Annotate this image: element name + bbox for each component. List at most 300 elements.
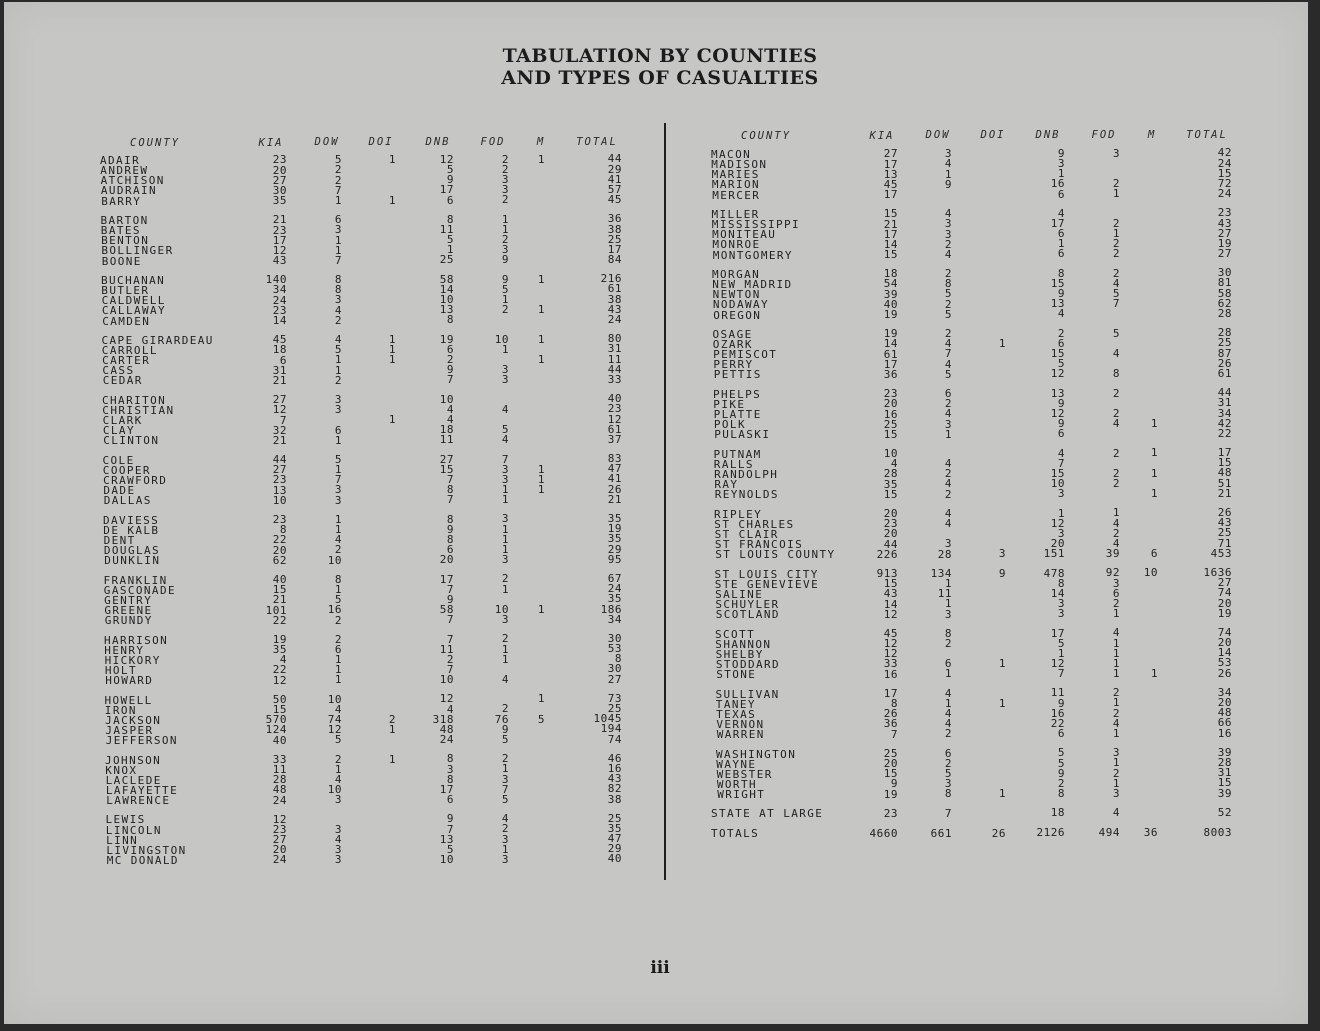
total-cell: 25: [1217, 336, 1232, 350]
total-cell: 84: [607, 252, 622, 266]
dnb-cell: 5: [446, 163, 454, 177]
kia-cell: 28: [272, 773, 287, 787]
county-name: CAPE GIRARDEAU: [101, 333, 214, 347]
total-cell: 27: [1217, 226, 1232, 240]
dow-cell: 4: [334, 773, 342, 787]
fod-cell: 3: [1112, 786, 1120, 800]
m-cell: 1: [537, 462, 545, 476]
kia-cell: 23: [272, 153, 287, 167]
m-cell: 1: [1150, 416, 1158, 430]
state-at-large-dow: 7: [944, 806, 952, 820]
dnb-cell: 7: [446, 613, 454, 627]
kia-cell: 15: [272, 703, 287, 717]
county-name: ST LOUIS CITY: [714, 567, 819, 581]
dnb-cell: 4: [446, 413, 454, 427]
header-m: M: [1147, 128, 1157, 141]
total-cell: 34: [1217, 685, 1232, 699]
total-cell: 23: [1217, 206, 1232, 220]
total-cell: 27: [1217, 576, 1232, 590]
county-name: WEBSTER: [716, 767, 773, 781]
county-name: BATES: [100, 224, 141, 238]
total-cell: 71: [1217, 536, 1232, 550]
kia-cell: 23: [272, 223, 287, 237]
kia-cell: 18: [272, 343, 287, 357]
dnb-cell: 8: [446, 313, 454, 327]
dow-cell: 6: [944, 746, 952, 760]
dow-cell: 4: [944, 457, 952, 471]
fod-cell: 2: [1112, 466, 1120, 480]
kia-cell: 17: [883, 357, 898, 371]
dnb-cell: 58: [439, 603, 454, 617]
kia-cell: 61: [883, 347, 898, 361]
doi-cell: 1: [388, 343, 396, 357]
kia-cell: 14: [883, 337, 898, 351]
dnb-cell: 9: [446, 522, 454, 536]
dnb-cell: 318: [432, 712, 454, 726]
totals-dow: 661: [930, 826, 952, 840]
total-cell: 37: [607, 432, 622, 446]
total-cell: 47: [607, 462, 622, 476]
dow-cell: 4: [944, 686, 952, 700]
dow-cell: 2: [334, 613, 342, 627]
county-name: GREENE: [104, 604, 153, 618]
kia-cell: 34: [272, 283, 287, 297]
kia-cell: 12: [883, 637, 898, 651]
dnb-cell: 7: [446, 822, 454, 836]
fod-cell: 1: [1112, 506, 1120, 520]
dnb-cell: 9: [1057, 417, 1065, 431]
fod-cell: 7: [501, 452, 509, 466]
county-name: CHRISTIAN: [102, 403, 175, 417]
kia-cell: 40: [883, 297, 898, 311]
kia-cell: 14: [883, 597, 898, 611]
county-name: VERNON: [716, 718, 765, 731]
total-cell: 24: [607, 582, 622, 596]
dnb-cell: 6: [1057, 727, 1065, 741]
kia-cell: 19: [883, 787, 898, 801]
m-cell: 1: [537, 352, 545, 366]
dow-cell: 2: [944, 267, 952, 281]
total-cell: 53: [1217, 656, 1232, 670]
county-name: PEMISCOT: [713, 348, 778, 362]
dow-cell: 12: [327, 723, 342, 737]
kia-cell: 12: [272, 403, 287, 417]
county-name: CAMDEN: [102, 314, 151, 328]
dnb-cell: 13: [1050, 386, 1065, 400]
fod-cell: 5: [1112, 286, 1120, 300]
dnb-cell: 4: [1057, 307, 1065, 321]
total-cell: 48: [1217, 706, 1232, 720]
dow-cell: 2: [334, 313, 342, 327]
dnb-cell: 8: [1057, 266, 1065, 280]
kia-cell: 124: [265, 723, 287, 737]
dnb-cell: 5: [1057, 636, 1065, 650]
total-cell: 26: [1217, 666, 1232, 680]
fod-cell: 4: [1112, 536, 1120, 550]
fod-cell: 2: [501, 752, 509, 766]
kia-cell: 24: [272, 853, 287, 867]
total-cell: 51: [1217, 476, 1232, 490]
total-cell: 26: [607, 482, 622, 496]
dow-cell: 1: [334, 433, 342, 447]
dnb-cell: 7: [1057, 667, 1065, 681]
county-name: BARTON: [100, 213, 149, 227]
kia-cell: 11: [272, 763, 287, 777]
dow-cell: 1: [334, 243, 342, 257]
dow-cell: 8: [334, 273, 342, 287]
dnb-cell: 5: [1057, 756, 1065, 770]
dow-cell: 2: [334, 173, 342, 187]
kia-cell: 19: [883, 327, 898, 341]
total-cell: 27: [607, 672, 622, 686]
dow-cell: 8: [944, 626, 952, 640]
totals-county: TOTALS: [711, 827, 760, 841]
dnb-cell: 9: [446, 363, 454, 377]
total-cell: 28: [1217, 756, 1232, 770]
dow-cell: 16: [327, 603, 342, 617]
county-name: GRUNDY: [104, 614, 153, 628]
fod-cell: 2: [1112, 237, 1120, 251]
county-name: CLINTON: [103, 434, 160, 448]
total-cell: 8: [614, 652, 622, 666]
dnb-cell: 7: [446, 632, 454, 646]
fod-cell: 5: [501, 423, 509, 437]
kia-cell: 20: [272, 843, 287, 857]
county-name: NODAWAY: [712, 298, 770, 312]
fod-cell: 7: [1112, 297, 1120, 311]
kia-cell: 50: [272, 692, 287, 706]
fod-cell: 9: [501, 722, 509, 736]
county-name: LEWIS: [105, 813, 146, 827]
dow-cell: 4: [944, 506, 952, 520]
fod-cell: 39: [1105, 547, 1120, 561]
county-name: ANDREW: [100, 164, 149, 178]
total-cell: 1045: [593, 712, 622, 726]
kia-cell: 21: [883, 217, 898, 231]
kia-cell: 21: [272, 213, 287, 227]
county-name: SCOTLAND: [715, 608, 780, 622]
dnb-cell: 8: [446, 212, 454, 226]
dnb-cell: 3: [1057, 607, 1065, 621]
dow-cell: 4: [944, 517, 952, 531]
county-name: HICKORY: [104, 653, 161, 667]
dow-cell: 9: [944, 177, 952, 191]
total-cell: 47: [607, 832, 622, 846]
dow-cell: 3: [334, 223, 342, 237]
kia-cell: 27: [272, 833, 287, 847]
dow-cell: 3: [334, 853, 342, 867]
total-cell: 28: [1217, 326, 1232, 340]
dow-cell: 3: [944, 777, 952, 791]
fod-cell: 2: [1112, 476, 1120, 490]
total-cell: 45: [607, 193, 622, 207]
header-kia: KIA: [258, 136, 284, 149]
dnb-cell: 58: [439, 272, 454, 286]
kia-cell: 23: [272, 513, 287, 527]
dnb-cell: 10: [439, 673, 454, 687]
total-cell: 43: [607, 302, 622, 316]
m-cell: 1: [1150, 466, 1158, 480]
total-cell: 38: [607, 222, 622, 236]
total-cell: 21: [1217, 486, 1232, 500]
fod-cell: 3: [501, 852, 509, 866]
kia-cell: 14: [272, 313, 287, 327]
fod-cell: 2: [501, 303, 509, 317]
county-name: TEXAS: [716, 707, 757, 721]
fod-cell: 76: [494, 712, 509, 726]
m-cell: 10: [1143, 566, 1158, 580]
county-name: MARIES: [711, 168, 760, 182]
kia-cell: 21: [272, 373, 287, 387]
total-cell: 67: [607, 572, 622, 586]
header-fod: FOD: [1091, 128, 1117, 141]
kia-cell: 15: [883, 487, 898, 501]
total-cell: 31: [1217, 766, 1232, 780]
total-cell: 40: [607, 852, 622, 866]
dow-cell: 5: [944, 287, 952, 301]
county-name: JOHNSON: [105, 753, 162, 767]
kia-cell: 16: [883, 667, 898, 681]
county-name: DADE: [103, 484, 136, 498]
kia-cell: 23: [272, 823, 287, 837]
dow-cell: 7: [334, 473, 342, 487]
kia-cell: 23: [883, 517, 898, 531]
dnb-cell: 9: [1057, 146, 1065, 160]
fod-cell: 4: [1112, 346, 1120, 360]
county-name: ST CHARLES: [714, 517, 795, 531]
total-cell: 39: [1217, 786, 1232, 800]
dow-cell: 3: [334, 403, 342, 417]
county-name: STODDARD: [715, 658, 781, 672]
dow-cell: 3: [334, 483, 342, 497]
fod-cell: 10: [494, 602, 509, 616]
county-name: RIPLEY: [714, 507, 763, 521]
fod-cell: 1: [1112, 607, 1120, 621]
county-name: ST LOUIS COUNTY: [715, 548, 836, 562]
dow-cell: 2: [334, 543, 342, 557]
kia-cell: 15: [883, 577, 898, 591]
fod-cell: 8: [1112, 367, 1120, 381]
kia-cell: 13: [883, 167, 898, 181]
header-total: TOTAL: [576, 135, 618, 148]
total-cell: 26: [1217, 356, 1232, 370]
dow-cell: 3: [944, 417, 952, 431]
fod-cell: 9: [501, 272, 509, 286]
dnb-cell: 10: [439, 852, 454, 866]
kia-cell: 15: [883, 247, 898, 261]
fod-cell: 1: [1112, 656, 1120, 670]
state-at-large-kia: 23: [883, 806, 898, 820]
total-cell: 40: [607, 392, 622, 406]
fod-cell: 4: [501, 433, 509, 447]
county-name: WORTH: [716, 777, 758, 791]
kia-cell: 20: [883, 507, 898, 521]
dow-cell: 1: [334, 193, 342, 207]
dow-cell: 4: [334, 833, 342, 847]
kia-cell: 140: [265, 273, 287, 287]
header-county: COUNTY: [741, 130, 791, 142]
kia-cell: 4: [890, 457, 898, 471]
fod-cell: 92: [1105, 566, 1120, 580]
total-cell: 453: [1210, 546, 1232, 560]
kia-cell: 48: [272, 783, 287, 797]
total-cell: 25: [607, 811, 622, 825]
total-cell: 11: [607, 352, 622, 366]
county-name: RALLS: [713, 457, 754, 471]
total-cell: 57: [607, 182, 622, 196]
kia-cell: 23: [272, 303, 287, 317]
kia-cell: 28: [883, 467, 898, 481]
county-name: CASS: [102, 364, 135, 378]
fod-cell: 1: [1112, 646, 1120, 660]
county-name: MC DONALD: [106, 854, 179, 868]
total-cell: 24: [1217, 187, 1232, 201]
dow-cell: 4: [944, 207, 952, 221]
doi-cell: 1: [388, 193, 396, 207]
totals-m: 36: [1143, 826, 1158, 840]
county-name: KNOX: [105, 763, 138, 777]
total-cell: 15: [1217, 776, 1232, 790]
dnb-cell: 19: [439, 332, 454, 346]
county-name: JASPER: [105, 724, 154, 737]
county-name: LINCOLN: [105, 823, 162, 837]
county-name: LAWRENCE: [106, 794, 171, 808]
dnb-cell: 17: [439, 782, 454, 796]
county-name: RAY: [714, 478, 739, 492]
fod-cell: 1: [501, 212, 509, 226]
county-name: TANEY: [715, 697, 756, 711]
total-cell: 12: [607, 412, 622, 426]
total-cell: 48: [1217, 466, 1232, 480]
fod-cell: 3: [501, 243, 509, 257]
fod-cell: 3: [501, 373, 509, 387]
dow-cell: 1: [944, 577, 952, 591]
dnb-cell: 7: [446, 472, 454, 486]
fod-cell: 2: [1112, 266, 1120, 280]
county-name: LAFAYETTE: [105, 783, 179, 797]
county-name: LACLEDE: [105, 773, 162, 787]
total-cell: 43: [1217, 516, 1232, 530]
county-name: DAVIESS: [103, 513, 160, 527]
kia-cell: 40: [272, 733, 287, 747]
total-cell: 41: [607, 172, 622, 186]
column-divider: [664, 123, 666, 880]
fod-cell: 2: [1112, 386, 1120, 400]
total-cell: 80: [607, 332, 622, 346]
dow-cell: 4: [944, 717, 952, 731]
dow-cell: 5: [944, 367, 952, 381]
kia-cell: 35: [272, 643, 287, 657]
dnb-cell: 7: [446, 373, 454, 387]
dnb-cell: 12: [1050, 367, 1065, 381]
total-cell: 29: [607, 842, 622, 856]
county-name: STE GENEVIEVE: [714, 577, 820, 591]
fod-cell: 2: [1112, 596, 1120, 610]
kia-cell: 44: [883, 537, 898, 551]
kia-cell: 27: [272, 393, 287, 407]
kia-cell: 9: [890, 777, 898, 791]
state-at-large-total: 52: [1217, 805, 1232, 819]
kia-cell: 22: [272, 663, 287, 677]
total-cell: 14: [1217, 646, 1232, 660]
total-cell: 81: [1217, 276, 1232, 290]
dow-cell: 4: [944, 337, 952, 351]
county-name: PUTNAM: [713, 447, 762, 461]
fod-cell: 5: [1112, 326, 1120, 340]
kia-cell: 12: [883, 647, 898, 661]
dnb-cell: 8: [1057, 576, 1065, 590]
header-dnb: DNB: [425, 136, 451, 149]
total-cell: 61: [607, 282, 622, 296]
dow-cell: 6: [334, 643, 342, 657]
state-at-large-dnb: 18: [1050, 806, 1065, 820]
dnb-cell: 1: [1057, 237, 1065, 251]
kia-cell: 27: [883, 147, 898, 161]
total-cell: 16: [1217, 726, 1232, 740]
total-cell: 38: [607, 792, 622, 806]
dnb-cell: 12: [439, 152, 454, 166]
kia-cell: 54: [883, 277, 898, 291]
dow-cell: 2: [334, 632, 342, 646]
dnb-cell: 13: [1050, 297, 1065, 311]
total-cell: 43: [1217, 216, 1232, 230]
total-cell: 19: [1217, 236, 1232, 250]
total-cell: 1636: [1203, 566, 1232, 580]
fod-cell: 2: [1112, 446, 1120, 460]
fod-cell: 2: [501, 152, 509, 166]
dnb-cell: 18: [439, 423, 454, 437]
fod-cell: 1: [501, 842, 509, 856]
county-name: WASHINGTON: [716, 747, 797, 761]
fod-cell: 4: [1112, 417, 1120, 431]
dnb-cell: 6: [446, 342, 454, 356]
dnb-cell: 8: [446, 532, 454, 546]
dnb-cell: 17: [1050, 217, 1065, 231]
total-cell: 87: [1217, 346, 1232, 360]
dow-cell: 10: [327, 783, 342, 797]
kia-cell: 4: [279, 653, 287, 667]
dow-cell: 8: [334, 572, 342, 586]
total-cell: 44: [607, 362, 622, 376]
dnb-cell: 6: [1057, 336, 1065, 350]
dow-cell: 4: [944, 707, 952, 721]
dnb-cell: 48: [439, 722, 454, 736]
county-name: SCOTT: [715, 627, 756, 641]
total-cell: 20: [1217, 636, 1232, 650]
kia-cell: 18: [883, 267, 898, 281]
fod-cell: 5: [501, 732, 509, 746]
county-name: PHELPS: [713, 387, 762, 401]
total-cell: 24: [1217, 156, 1232, 170]
dnb-cell: 3: [1057, 487, 1065, 501]
total-cell: 44: [607, 152, 622, 166]
dnb-cell: 27: [439, 452, 454, 466]
fod-cell: 3: [501, 173, 509, 187]
dow-cell: 3: [334, 293, 342, 307]
fod-cell: 1: [501, 493, 509, 507]
fod-cell: 4: [1112, 626, 1120, 640]
dow-cell: 2: [334, 373, 342, 387]
kia-cell: 45: [883, 177, 898, 191]
dnb-cell: 20: [439, 553, 454, 567]
county-name: PIKE: [713, 397, 746, 411]
kia-cell: 101: [265, 603, 287, 617]
fod-cell: 1: [501, 542, 509, 556]
dow-cell: 6: [944, 657, 952, 671]
fod-cell: 2: [1112, 247, 1120, 261]
total-cell: 74: [1217, 626, 1232, 640]
dow-cell: 2: [944, 397, 952, 411]
